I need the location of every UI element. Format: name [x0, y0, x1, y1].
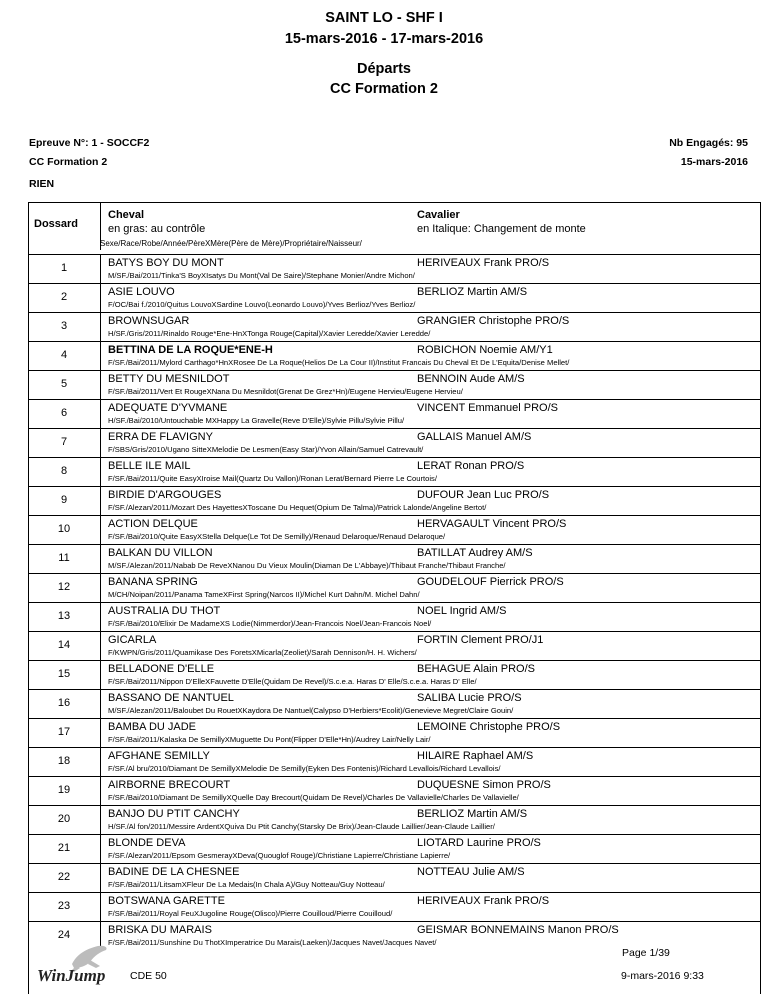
row-column-divider [100, 515, 101, 544]
row-column-divider [100, 718, 101, 747]
rider-name: HILAIRE Raphael AM/S [417, 750, 534, 762]
horse-details: F/KWPN/Gris/2011/Quamikase Des ForetsXMicarla(Zeoliet)/Sarah Dennison/H. H. Wichers/ [108, 648, 417, 657]
row-divider [28, 515, 761, 516]
row-divider [28, 892, 761, 893]
row-divider [28, 689, 761, 690]
row-column-divider [100, 660, 101, 689]
row-divider [28, 312, 761, 313]
table-row [28, 312, 761, 341]
rider-name: HERVAGAULT Vincent PRO/S [417, 518, 567, 530]
winjump-logo [34, 944, 130, 990]
dossard-number: 2 [60, 291, 68, 303]
dossard-number: 15 [57, 668, 71, 680]
dossard-number: 6 [60, 407, 68, 419]
row-divider [28, 602, 761, 603]
row-divider [28, 805, 761, 806]
dossard-number: 4 [60, 349, 68, 361]
horse-name: BROWNSUGAR [108, 315, 190, 327]
row-divider [28, 283, 761, 284]
rider-name: VINCENT Emmanuel PRO/S [417, 402, 559, 414]
row-column-divider [100, 341, 101, 370]
horse-name: ADEQUATE D'YVMANE [108, 402, 228, 414]
table-row [28, 834, 761, 863]
table-row [28, 921, 761, 950]
row-column-divider [100, 370, 101, 399]
dossard-number: 22 [57, 871, 71, 883]
row-divider [28, 921, 761, 922]
table-row [28, 892, 761, 921]
table-row [28, 863, 761, 892]
row-divider [28, 776, 761, 777]
horse-details: F/SF./Bai/2011/Mylord Carthago*HnXRosee De La Roque(Helios De La Cour II)/Institut Francais Du Cheval Et De L'Equita/Denise Mellet/ [108, 358, 570, 367]
row-divider [28, 457, 761, 458]
row-column-divider [100, 457, 101, 486]
page-number: Page 1/39 [622, 947, 670, 959]
table-row [28, 689, 761, 718]
row-column-divider [100, 544, 101, 573]
dossard-number: 19 [57, 784, 71, 796]
rider-name: ROBICHON Noemie AM/Y1 [417, 344, 553, 356]
rider-name: GOUDELOUF Pierrick PRO/S [417, 576, 564, 588]
table-row [28, 544, 761, 573]
horse-details: F/SF./Bai/2011/LitsamXFleur De La Medais(In Chala A)/Guy Notteau/Guy Notteau/ [108, 880, 385, 889]
horse-details: F/SF./Bai/2010/Quite EasyXStella Delque(Le Tot De Semilly)/Renaud Delaroque/Renaud Delaroque/ [108, 532, 446, 541]
horse-details: F/SF./Bai/2011/Vert Et RougeXNana Du Mesnildot(Grenat De Grez*Hn)/Eugene Hervieu/Eugene Hervieu/ [108, 387, 463, 396]
dossard-number: 5 [60, 378, 68, 390]
row-divider [28, 254, 761, 255]
dossard-number: 7 [60, 436, 68, 448]
rider-name: GRANGIER Christophe PRO/S [417, 315, 570, 327]
competition-title: CC Formation 2 [330, 81, 438, 97]
dossard-number: 12 [57, 581, 71, 593]
dossard-number: 16 [57, 697, 71, 709]
horse-details: H/SF./Gris/2011/Rinaldo Rouge*Ene-HnXTonga Rouge(Capital)/Xavier Leredde/Xavier Leredde/ [108, 329, 431, 338]
rider-name: GALLAIS Manuel AM/S [417, 431, 532, 443]
rider-name: BERLIOZ Martin AM/S [417, 286, 528, 298]
horse-name: ACTION DELQUE [108, 518, 198, 530]
rider-name: BERLIOZ Martin AM/S [417, 808, 528, 820]
row-column-divider [100, 486, 101, 515]
horse-details: F/SF./Bai/2010/Elixir De MadameXS Lodie(Nimmerdor)/Jean-Francois Noel/Jean-Francois Noel/ [108, 619, 432, 628]
horse-details: M/SF./Alezan/2011/Baloubet Du RouetXKaydora De Nantuel(Calypso D'Herbiers*Ecolit)/Genevieve Megret/Claire Gouin/ [108, 706, 514, 715]
rider-name: GEISMAR BONNEMAINS Manon PRO/S [417, 924, 619, 936]
horse-name: BELLE ILE MAIL [108, 460, 191, 472]
row-column-divider [100, 573, 101, 602]
rider-name: HERIVEAUX Frank PRO/S [417, 257, 550, 269]
horse-name: BETTY DU MESNILDOT [108, 373, 230, 385]
class-date: 15-mars-2016 [680, 156, 748, 168]
row-column-divider [100, 283, 101, 312]
horse-details: F/SBS/Gris/2010/Ugano SitteXMelodie De Lesmen(Easy Star)/Yvon Allain/Samuel Catrevault/ [108, 445, 424, 454]
horse-details: F/SF./Alezan/2011/Epsom GesmerayXDeva(Quouglof Rouge)/Christiane Lapierre/Christiane Lapierre/ [108, 851, 451, 860]
col-cavalier-sub: en Italique: Changement de monte [417, 223, 586, 235]
horse-name: AIRBORNE BRECOURT [108, 779, 231, 791]
rider-name: LERAT Ronan PRO/S [417, 460, 525, 472]
horse-details: F/SF./Bai/2011/Quite EasyXIroise Mail(Quartz Du Vallon)/Ronan Lerat/Bernard Pierre Le Courtois/ [108, 474, 437, 483]
horse-details: F/SF./Alezan/2011/Mozart Des HayettesXToscane Du Hequet(Opium De Talma)/Patrick Lalonde/Angeline Bertot/ [108, 503, 487, 512]
horse-name: BATYS BOY DU MONT [108, 257, 224, 269]
rider-name: HERIVEAUX Frank PRO/S [417, 895, 550, 907]
dossard-number: 18 [57, 755, 71, 767]
dossard-number: 23 [57, 900, 71, 912]
dossard-number: 8 [60, 465, 68, 477]
horse-name: BELLADONE D'ELLE [108, 663, 215, 675]
col-cheval-sub: en gras: au contrôle [108, 223, 206, 235]
dossard-number: 24 [57, 929, 71, 941]
horse-name: BASSANO DE NANTUEL [108, 692, 234, 704]
rider-name: FORTIN Clement PRO/J1 [417, 634, 544, 646]
table-row [28, 660, 761, 689]
col-dossard: Dossard [34, 218, 79, 230]
dossard-number: 17 [57, 726, 71, 738]
row-column-divider [100, 428, 101, 457]
horse-name: BIRDIE D'ARGOUGES [108, 489, 222, 501]
footer-cde: CDE 50 [130, 970, 167, 982]
row-column-divider [100, 834, 101, 863]
rider-name: BATILLAT Audrey AM/S [417, 547, 533, 559]
row-column-divider [100, 863, 101, 892]
class-label: CC Formation 2 [29, 156, 108, 168]
dossard-number: 14 [57, 639, 71, 651]
horse-details: F/SF./Bai/2011/Kalaska De SemillyXMuguette Du Pont(Flipper D'Elle*Hn)/Audrey Lair/Nelly Lair/ [108, 735, 431, 744]
horse-name: BADINE DE LA CHESNEE [108, 866, 240, 878]
row-column-divider [100, 399, 101, 428]
table-row [28, 602, 761, 631]
horse-details: F/SF./Bai/2011/Nippon D'ElleXFauvette D'Elle(Quidam De Revel)/S.c.e.a. Haras D' Elle/S.c.e.a. Haras D' Elle/ [108, 677, 477, 686]
horse-details: F/SF./Al bru/2010/Diamant De SemillyXMelodie De Semilly(Eyken Des Fontenis)/Richard Levallois/Richard Levallois/ [108, 764, 501, 773]
dossard-number: 11 [58, 552, 70, 564]
rider-name: DUQUESNE Simon PRO/S [417, 779, 551, 791]
table-row [28, 747, 761, 776]
dossard-number: 10 [57, 523, 71, 535]
table-row [28, 283, 761, 312]
row-divider [28, 370, 761, 371]
row-column-divider [100, 776, 101, 805]
rider-name: LIOTARD Laurine PRO/S [417, 837, 541, 849]
row-divider [28, 747, 761, 748]
table-row [28, 370, 761, 399]
note-label: RIEN [29, 178, 55, 190]
rider-name: BEHAGUE Alain PRO/S [417, 663, 535, 675]
horse-name: BANJO DU PTIT CANCHY [108, 808, 240, 820]
row-divider [28, 399, 761, 400]
dossard-number: 21 [57, 842, 71, 854]
table-row [28, 573, 761, 602]
table-row [28, 341, 761, 370]
rider-name: SALIBA Lucie PRO/S [417, 692, 522, 704]
row-divider [28, 486, 761, 487]
table-row [28, 631, 761, 660]
row-column-divider [100, 747, 101, 776]
row-column-divider [100, 892, 101, 921]
dossard-number: 13 [57, 610, 71, 622]
horse-details: M/SF./Bai/2011/Tinka'S BoyXIsatys Du Mont(Val De Saire)/Stephane Monier/Andre Michon/ [108, 271, 415, 280]
dossard-number: 20 [57, 813, 71, 825]
event-title: SAINT LO - SHF I [325, 10, 443, 26]
row-divider [28, 660, 761, 661]
table-row [28, 718, 761, 747]
table-row [28, 457, 761, 486]
row-column-divider [100, 689, 101, 718]
row-divider [28, 341, 761, 342]
row-column-divider [100, 254, 101, 283]
horse-name: ERRA DE FLAVIGNY [108, 431, 213, 443]
row-divider [28, 834, 761, 835]
horse-name: BETTINA DE LA ROQUE*ENE-H [108, 344, 273, 356]
table-row [28, 776, 761, 805]
table-row [28, 428, 761, 457]
horse-name: AUSTRALIA DU THOT [108, 605, 221, 617]
horse-name: BAMBA DU JADE [108, 721, 197, 733]
horse-name: BANANA SPRING [108, 576, 198, 588]
horse-details: M/SF./Alezan/2011/Nabab De ReveXNanou Du Vieux Moulin(Diaman De L'Abbaye)/Thibaut Franche/Thibaut Franche/ [108, 561, 506, 570]
row-divider [28, 573, 761, 574]
horse-name: ASIE LOUVO [108, 286, 175, 298]
horse-name: BLONDE DEVA [108, 837, 186, 849]
table-row [28, 805, 761, 834]
row-divider [28, 863, 761, 864]
logo-text: WinJump [37, 966, 106, 985]
horse-name: BRISKA DU MARAIS [108, 924, 212, 936]
horse-details: F/SF./Bai/2011/Royal FeuXJugoline Rouge(Olisco)/Pierre Couilloud/Pierre Couilloud/ [108, 909, 393, 918]
horse-details: F/OC/Bai f./2010/Quitus LouvoXSardine Louvo(Leonardo Louvo)/Yves Berlioz/Yves Berlioz/ [108, 300, 416, 309]
event-dates: 15-mars-2016 - 17-mars-2016 [284, 31, 484, 47]
table-row [28, 486, 761, 515]
row-divider [28, 544, 761, 545]
dossard-number: 1 [60, 262, 68, 274]
horse-details: H/SF./Al fon/2011/Messire ArdentXQuiva Du Ptit Canchy(Starsky De Brix)/Jean-Claude Laillier/Jean-Claude Laillier/ [108, 822, 495, 831]
horse-details: M/CH/Noipan/2011/Panama TameXFirst Spring(Narcos II)/Michel Kurt Dahn/M. Michel Dahn/ [108, 590, 420, 599]
col-detail: Sexe/Race/Robe/Année/PèreXMère(Père de Mère)/Propriétaire/Naisseur/ [100, 239, 362, 248]
horse-details: H/SF./Bai/2010/Untouchable MXHappy La Gravelle(Reve D'Elle)/Sylvie Pillu/Sylvie Pillu/ [108, 416, 405, 425]
row-divider [28, 428, 761, 429]
table-row [28, 399, 761, 428]
engages-count: Nb Engagés: 95 [669, 137, 748, 149]
horse-details: F/SF./Bai/2011/Sunshine Du ThotXImperatrice Du Marais(Laeken)/Jacques Navet/Jacques Navet/ [108, 938, 437, 947]
horse-name: BOTSWANA GARETTE [108, 895, 225, 907]
rider-name: BENNOIN Aude AM/S [417, 373, 525, 385]
horse-name: BALKAN DU VILLON [108, 547, 213, 559]
row-column-divider [100, 602, 101, 631]
row-divider [28, 631, 761, 632]
row-column-divider [100, 805, 101, 834]
col-cavalier: Cavalier [417, 209, 460, 221]
rider-name: NOEL Ingrid AM/S [417, 605, 507, 617]
rider-name: LEMOINE Christophe PRO/S [417, 721, 561, 733]
horse-details: F/SF./Bai/2010/Diamant De SemillyXQuelle Day Brecourt(Quidam De Revel)/Charles De Vallavielle/Charles De Vallavielle/ [108, 793, 519, 802]
row-column-divider [100, 312, 101, 341]
section-title: Départs [357, 61, 411, 77]
row-column-divider [100, 631, 101, 660]
dossard-number: 9 [60, 494, 68, 506]
horse-name: AFGHANE SEMILLY [108, 750, 210, 762]
horse-name: GICARLA [108, 634, 157, 646]
epreuve-label: Epreuve N°: 1 - SOCCF2 [29, 137, 150, 149]
row-divider [28, 718, 761, 719]
table-row [28, 254, 761, 283]
rider-name: NOTTEAU Julie AM/S [417, 866, 525, 878]
print-date: 9-mars-2016 9:33 [621, 970, 704, 982]
col-cheval: Cheval [108, 209, 145, 221]
dossard-number: 3 [60, 320, 68, 332]
rider-name: DUFOUR Jean Luc PRO/S [417, 489, 550, 501]
table-row [28, 515, 761, 544]
